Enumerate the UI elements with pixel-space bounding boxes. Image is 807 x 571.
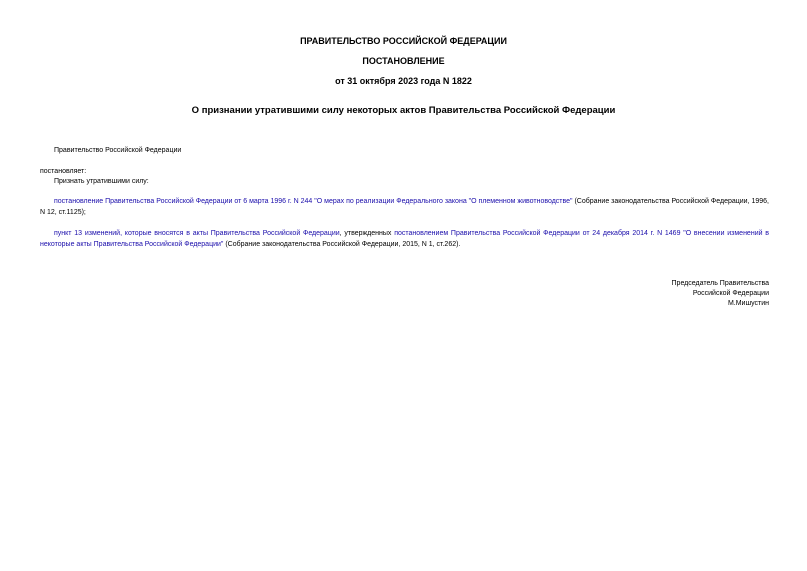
item-13-changes-link[interactable]: пункт 13 изменений, которые вносятся в акты Правительства Российской Федерации <box>54 230 340 237</box>
signatory-name: М.Мишустин <box>727 300 769 307</box>
intro-text: Правительство Российской Федерации <box>54 147 182 154</box>
recognize-text: Признать утратившими силу: <box>54 178 149 185</box>
item-2-source: (Собрание законодательства Российской Федерации, 2015, N 1, ст.262). <box>223 241 461 248</box>
item-2-connector: , утвержденных <box>339 230 395 237</box>
decree-1469-link[interactable]: постановлением Правительства Российской Федерации от 24 декабря 2014 г. N 1469 "О внесении изменений в некоторые акты Правительства Российской Федерации" <box>40 230 769 248</box>
repealed-item-1 <box>40 196 769 218</box>
item-1-source: (Собрание законодательства Российской Федерации, 1996, N 12, ст.1125); <box>40 198 769 216</box>
signatory-position-line-2: Российской Федерации <box>692 290 769 297</box>
repealed-item-2 <box>40 228 769 250</box>
document-date-number: от 31 октября 2023 года N 1822 <box>335 76 472 86</box>
signatory-position-line-1: Председатель Правительства <box>671 280 769 287</box>
document-title: О признании утратившими силу некоторых актов Правительства Российской Федерации <box>191 105 616 116</box>
decree-244-link[interactable]: постановление Правительства Российской Федерации от 6 марта 1996 г. N 244 "О мерах по реализации Федерального закона "О племенном животноводстве" <box>54 198 573 205</box>
decrees-text: постановляет: <box>40 168 87 175</box>
issuing-authority: ПРАВИТЕЛЬСТВО РОССИЙСКОЙ ФЕДЕРАЦИИ <box>300 36 507 46</box>
document-type: ПОСТАНОВЛЕНИЕ <box>362 56 445 66</box>
